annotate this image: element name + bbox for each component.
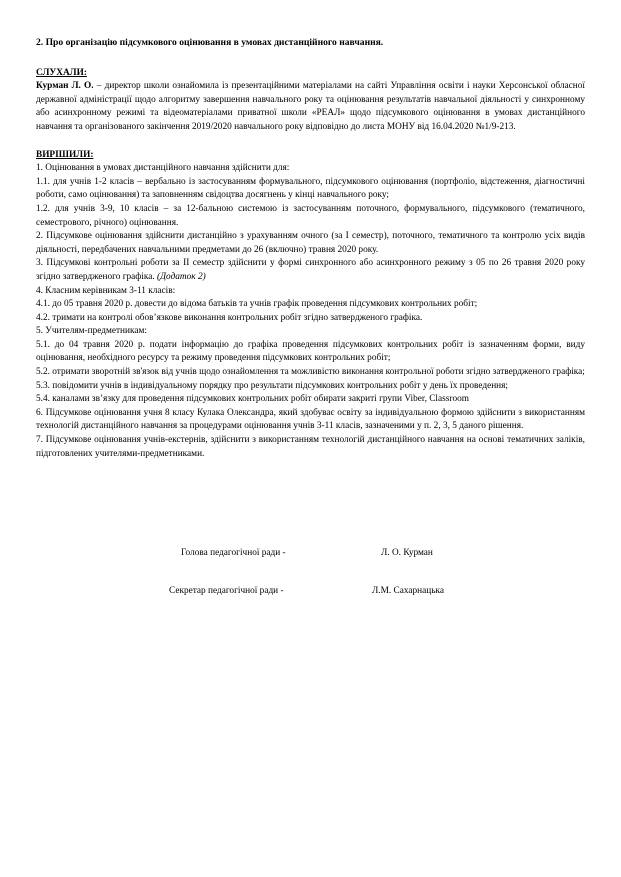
decision-list	[36, 162, 585, 461]
slukhaly-title: СЛУХАЛИ:	[36, 67, 87, 78]
speaker-name: Курман Л. О.	[36, 81, 94, 92]
appendix-reference: (Додаток 2)	[157, 271, 206, 282]
decision-item: 4.1. до 05 травня 2020 р. довести до відома батьків та учнів графік проведення підсумкових контрольних робіт;	[36, 299, 478, 310]
decision-item: 5.1. до 04 травня 2020 р. подати інформацію до графіка проведення підсумкових контрольних робіт із зазначенням форми, виду оцінювання, необхідного ресурсу та режиму проведення підсумкових контрольних робіт;	[36, 339, 585, 364]
decision-item-text: 3. Підсумкові контрольні роботи за ІІ семестр здійснити у формі синхронного або асинхронного режиму з 05 по 26 травня 2020 року згідно затвердженого графіка.	[36, 258, 585, 282]
secretary-name: Л.М. Сахарнацька	[372, 586, 444, 596]
chair-name: Л. О. Курман	[381, 548, 433, 558]
decision-item: 5.2. отримати зворотній зв'язок від учнів щодо ознайомлення та можливістю виконання контрольної роботи згідно затвердженого графіка;	[36, 367, 585, 378]
decision-item: 2. Підсумкове оцінювання здійснити дистанційно з урахуванням очного (за І семестр), поточного, тематичного та контролю усіх видів діяльності, передбачених навчальними предметами до 26 (включно) травня 2020 року.	[36, 231, 585, 255]
decision-item: 5. Учителям-предметникам:	[36, 326, 147, 337]
decision-item: 5.3. повідомити учнів в індивідуальному порядку про результати підсумкових контрольних робіт у день їх проведення;	[36, 380, 509, 391]
vyrishyly-title: ВИРІШИЛИ:	[36, 149, 94, 160]
section-heading: 2. Про організацію підсумкового оцінювання в умовах дистанційного навчання.	[36, 37, 384, 48]
decision-item: 5.4. каналами зв’язку для проведення підсумкових контрольних робіт обирати закриті групи Viber, Classroom	[36, 394, 469, 405]
document-page	[36, 36, 585, 461]
decision-item: 4. Класним керівникам 3-11 класів:	[36, 285, 176, 296]
chair-role: Голова педагогічної ради -	[181, 548, 286, 558]
decision-item	[36, 257, 585, 284]
decision-item: 1.1. для учнів 1-2 класів – вербально із застосуванням формувального, підсумкового оцінювання (портфоліо, відстеження, діагностичні роботи, само оцінювання) та заповненням свідоцтва досягнень у кінці навчального року;	[36, 176, 585, 201]
secretary-role: Секретар педагогічної ради -	[169, 586, 284, 596]
decision-item: 1. Оцінювання в умовах дистанційного навчання здійснити для:	[36, 163, 290, 174]
decision-item: 4.2. тримати на контролі обов’язкове виконання контрольних робіт згідно затвердженого графіка.	[36, 312, 423, 323]
decision-item: 1.2. для учнів 3-9, 10 класів – за 12-бальною системою із застосуванням поточного, формувального, підсумкового (тематичного, семестрового, річного) оцінювання.	[36, 203, 585, 228]
decision-item: 7. Підсумкове оцінювання учнів-екстернів, здійснити з використанням технологій дистанційного навчання на основі тематичних заліків, підготовлених учителями-предметниками.	[36, 435, 585, 459]
slukhaly-paragraph	[36, 80, 585, 134]
slukhaly-text: – директор школи ознайомила із презентаційними матеріалами на сайті Управління освіти і науки Херсонської обласної державної адміністрації щодо алгоритму завершення навчального року та оцінювання результатів навчальної діяльності у синхронному або асинхронному режимі та відеоматеріалами приватної школи «РЕАЛ» щодо підсумкового оцінювання в умовах дистанційного навчання та організованого закінчення 2019/2020 навчального року відповідно до листа МОНУ від 16.04.2020 №1/9-213.	[36, 81, 585, 132]
decision-item: 6. Підсумкове оцінювання учня 8 класу Кулака Олександра, який здобуває освіту за індивідуальною формою здійснити з використанням технологій дистанційного навчання за процедурами оцінювання учнів 3-11 класів, зазначеними у п. 2, 3, 5 даного рішення.	[36, 407, 585, 432]
